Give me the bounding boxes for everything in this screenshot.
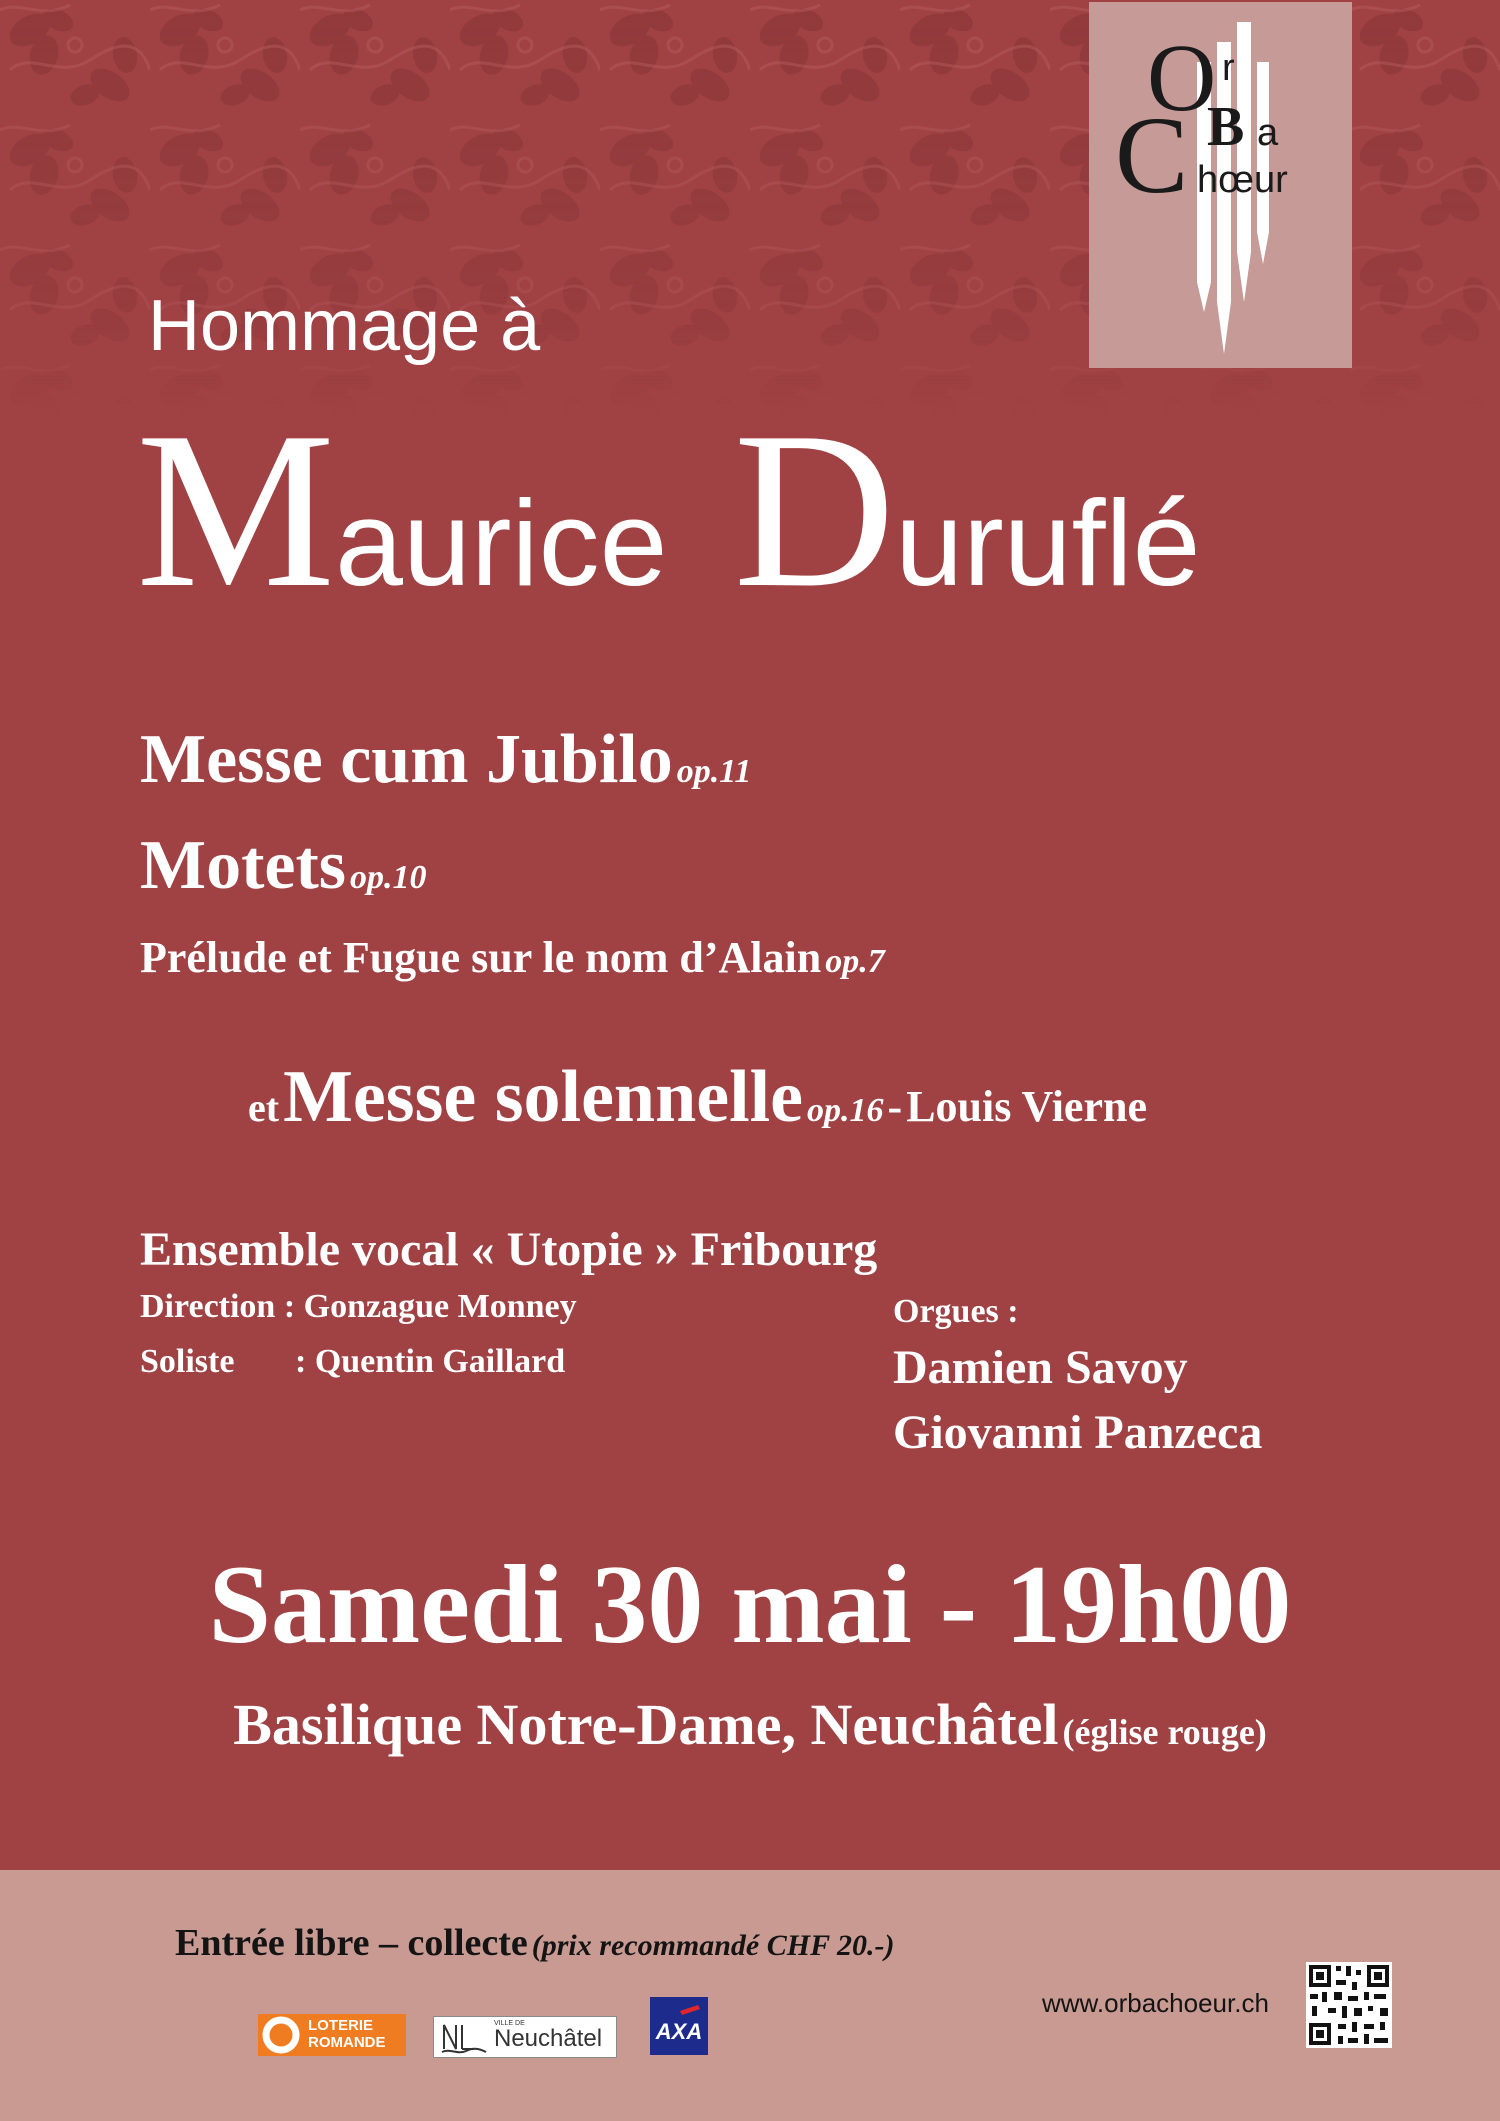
- entry-label: Entrée libre – collecte: [175, 1922, 528, 1964]
- logo-letter-b: B: [1207, 96, 1245, 158]
- second-work-opus: op.16: [807, 1092, 884, 1129]
- soloist-value: : Quentin Gaillard: [295, 1343, 566, 1380]
- second-work: [248, 1057, 1147, 1157]
- sponsor-ville-de-neuchatel-logo: [433, 2016, 617, 2058]
- ensemble-name: Ensemble vocal « Utopie » Fribourg: [140, 1223, 878, 1276]
- loterie-word-1: LOTERIE: [308, 2017, 374, 2034]
- composer-last-rest: uruflé: [895, 475, 1201, 611]
- soloist-line: [140, 1340, 565, 1384]
- pretitle: Hommage à: [148, 286, 541, 366]
- organist-giovanni-panzeca: Giovanni Panzeca: [893, 1406, 1263, 1459]
- loterie-ring-icon: [260, 2014, 302, 2056]
- ville-label-small: VILLE DE: [494, 2020, 525, 2027]
- entry-note: (prix recommandé CHF 20.-): [531, 1929, 895, 1962]
- second-work-prefix: et: [248, 1085, 280, 1130]
- event-venue-line: [0, 1690, 1500, 1775]
- event-date-time: Samedi 30 mai - 19h00: [208, 1543, 1292, 1667]
- soloist-label: Soliste: [140, 1343, 235, 1380]
- program-opus: op.7: [825, 943, 885, 980]
- direction-label: Direction: [140, 1288, 276, 1325]
- loterie-word-2: ROMANDE: [308, 2034, 386, 2051]
- program-item-prelude-et-fugue: [140, 928, 885, 998]
- program-opus: op.10: [350, 859, 427, 896]
- logo-letter-c: C: [1115, 94, 1189, 216]
- direction-value: : Gonzague Monney: [283, 1288, 577, 1325]
- program-title: Messe cum Jubilo: [140, 721, 673, 798]
- logo-letter-o: O: [1147, 24, 1217, 131]
- second-work-title: Messe solennelle: [283, 1056, 804, 1138]
- program-item-messe-cum-jubilo: [140, 720, 751, 818]
- event-venue: Basilique Notre-Dame, Neuchâtel: [233, 1692, 1059, 1757]
- composer-last-initial: D: [733, 386, 896, 634]
- qr-code-icon[interactable]: [1306, 1962, 1392, 2048]
- organs-label: Orgues :: [893, 1293, 1019, 1330]
- axa-label: AXA: [655, 2019, 703, 2044]
- logo-letters-hoeur: hœur: [1197, 159, 1288, 201]
- sponsor-loterie-romande-logo: [258, 2014, 406, 2056]
- composer-first-initial: M: [136, 386, 336, 634]
- organ-pipes-logo-icon: [1089, 2, 1352, 368]
- logo-letter-r: r: [1222, 47, 1235, 89]
- entry-info: [175, 1918, 895, 1976]
- orbachoeur-logo: [1089, 2, 1352, 368]
- ville-emblem-icon: [440, 2019, 488, 2055]
- second-work-separator: -: [887, 1082, 903, 1131]
- logo-letter-a: a: [1257, 112, 1279, 154]
- program-title: Motets: [140, 827, 347, 904]
- program-item-motets: [140, 826, 427, 924]
- footer: [0, 1870, 1500, 2121]
- organist-damien-savoy: Damien Savoy: [893, 1341, 1188, 1394]
- sponsor-axa-logo: [650, 1997, 708, 2055]
- ville-label: Neuchâtel: [494, 2025, 603, 2052]
- composer-first-rest: aurice: [335, 475, 668, 611]
- website-link[interactable]: www.orbachoeur.ch: [1042, 1988, 1269, 2018]
- composer-name: [136, 386, 1201, 691]
- program-opus: op.11: [676, 753, 752, 790]
- direction-line: [140, 1285, 577, 1329]
- second-work-composer: Louis Vierne: [906, 1082, 1147, 1131]
- program-title: Prélude et Fugue sur le nom d’Alain: [140, 933, 822, 982]
- event-venue-note: (église rouge): [1062, 1712, 1267, 1752]
